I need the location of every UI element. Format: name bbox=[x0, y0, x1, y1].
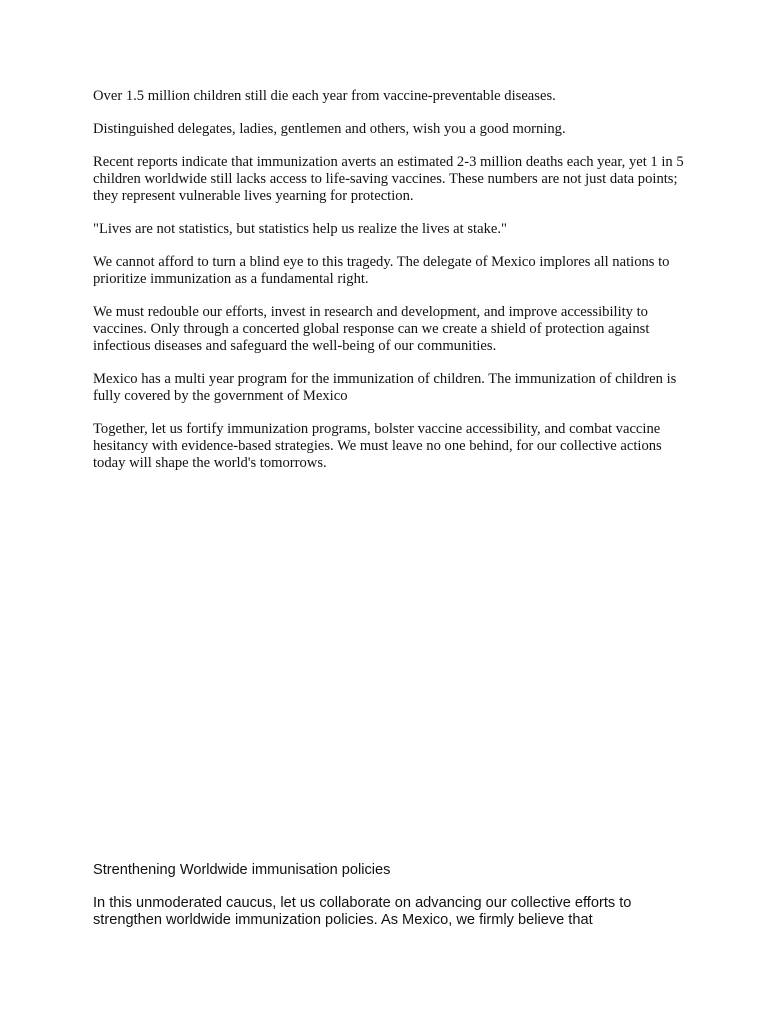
reports-paragraph: Recent reports indicate that immunization averts an estimated 2-3 million deaths each year, yet 1 in 5 children worldwide still lacks access to life-saving vaccines. These numbers are not just data points; they represent vulnerable lives yearning for protection. bbox=[93, 154, 684, 204]
speech-section bbox=[93, 88, 693, 488]
caucus-section bbox=[93, 862, 693, 945]
caucus-paragraph: In this unmoderated caucus, let us collaborate on advancing our collective efforts to strengthen worldwide immunization policies. As Mexico, we firmly believe that bbox=[93, 895, 632, 928]
opening-statistic: Over 1.5 million children still die each year from vaccine-preventable diseases. bbox=[93, 88, 556, 104]
quote-paragraph: "Lives are not statistics, but statistics help us realize the lives at stake." bbox=[93, 221, 507, 237]
efforts-paragraph: We must redouble our efforts, invest in research and development, and improve accessibility to vaccines. Only through a concerted global response can we create a shield of protection against infectious diseases and safeguard the well-being of our communities. bbox=[93, 304, 650, 354]
mexico-program-paragraph: Mexico has a multi year program for the immunization of children. The immunization of children is fully covered by the government of Mexico bbox=[93, 371, 677, 404]
greeting-paragraph: Distinguished delegates, ladies, gentlemen and others, wish you a good morning. bbox=[93, 121, 566, 137]
appeal-paragraph: We cannot afford to turn a blind eye to this tragedy. The delegate of Mexico implores all nations to prioritize immunization as a fundamental right. bbox=[93, 254, 670, 287]
closing-paragraph: Together, let us fortify immunization programs, bolster vaccine accessibility, and combat vaccine hesitancy with evidence-based strategies. We must leave no one behind, for our collective actions today will shape the world's tomorrows. bbox=[93, 421, 662, 471]
caucus-heading: Strenthening Worldwide immunisation policies bbox=[93, 862, 391, 878]
